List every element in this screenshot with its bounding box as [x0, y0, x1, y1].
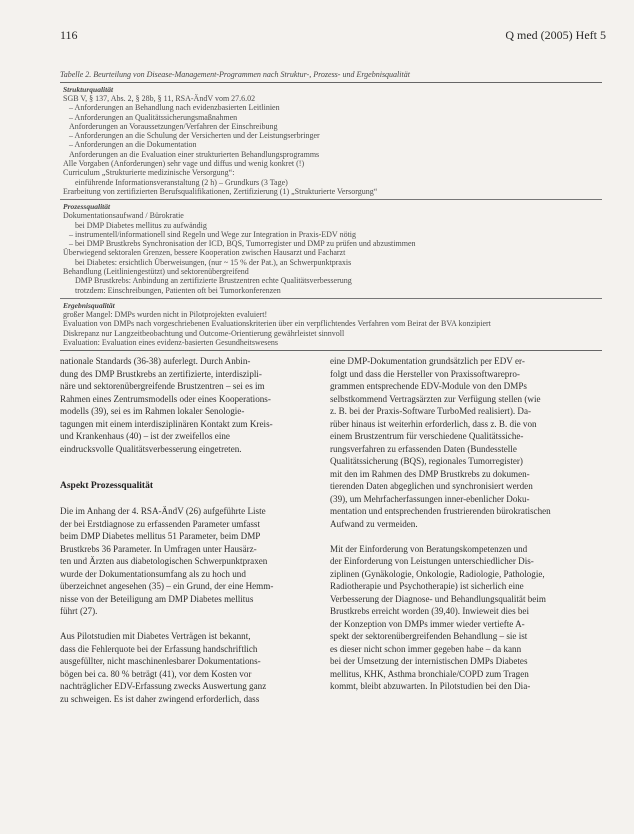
text-line: bögen bei ca. 80 % beträgt (41), vor dem Kosten vor [60, 668, 252, 679]
table-line: Erarbeitung von zertifizierten Berufsqualifikationen, Zertifizierung (1) „Strukturierte Versorgung“ [63, 186, 378, 196]
text-line: tagungen mit einem interdisziplinären Kontakt zum Kreis- [60, 418, 273, 429]
text-line: führt (27). [60, 606, 98, 616]
text-line: Aus Pilotstudien mit Diabetes Verträgen ist bekannt, [60, 631, 251, 641]
text-line: der bei Erstdiagnose zu erfassenden Parameter umfasst [60, 518, 260, 529]
text-line: Aufwand zu vermeiden. [330, 518, 418, 529]
text-line: eindrucksvolle Qualitätsverbesserung eingetreten. [60, 443, 242, 454]
text-line: bei der Umsetzung der internistischen DMPs Diabetes [330, 656, 528, 666]
table-section-heading: Prozessqualität [63, 202, 111, 212]
table-line: einführende Informationsveranstaltung (2 h) – Grundkurs (3 Tage) [75, 177, 288, 187]
paragraph-gap [60, 468, 318, 481]
table-line: – Anforderungen an Qualitätssicherungsmaßnahmen [69, 112, 238, 122]
table-line: DMP Brustkrebs: Anbindung an zertifizierte Brustzentren echte Qualitätsverbesserung [75, 276, 352, 286]
text-line: überzeichnet angesehen (35) – ein Grund, der eine Hemm- [60, 581, 274, 591]
text-line: nationale Standards (36-38) auferlegt. Durch Anbin- [60, 356, 251, 366]
text-line: Die im Anhang der 4. RSA-ÄndV (26) aufgeführte Liste [60, 506, 266, 516]
text-line: kommt, bleibt abzuwarten. In Pilotstudien bei den Dia- [330, 681, 531, 691]
text-line: folgt und dass die Hersteller von Praxissoftwarepro- [330, 368, 520, 379]
journal-reference: Q med (2005) Heft 5 [505, 28, 606, 42]
text-line: wurde der Dokumentationsumfang als zu hoch und [60, 568, 246, 579]
text-line: Brustkrebs 36 Parameter. In Umfragen unter Hausärz- [60, 543, 257, 554]
table-line: – Anforderungen an die Schulung der Versicherten und der Leistungserbringer [69, 131, 320, 141]
table-line: bei DMP Diabetes mellitus zu aufwändig [75, 220, 207, 230]
text-line: Mit der Einforderung von Beratungskompetenzen und [330, 543, 528, 554]
text-line: Qualitätssicherung (BQS), regionales Tumorregister) [330, 456, 523, 466]
text-line: zu schweigen. Es ist daher zwingend erforderlich, dass [60, 693, 260, 704]
text-line: Rahmen eines Zentrumsmodells oder eines Kooperations- [60, 393, 271, 404]
table-line: – Anforderungen an Behandlung nach evidenzbasierten Leitlinien [69, 103, 280, 113]
text-line: der Einforderung von Leistungen unterschiedlicher Dis- [330, 556, 534, 566]
text-line: einem Brustzentrum für verschiedene Qualitätssiche- [330, 431, 524, 441]
text-line: es dieser nicht schon immer gegeben habe – da kann [330, 643, 522, 654]
table-line: trotzdem: Einschreibungen, Patienten oft bei Tumorkonferenzen [75, 285, 281, 295]
text-line: grammen entsprechende EDV-Module von den DMPs [330, 381, 527, 391]
table-line: Überwiegend sektoralen Grenzen, bessere Kooperation zwischen Hausarzt und Facharzt [63, 248, 346, 258]
assessment-table [60, 82, 602, 351]
table-line: – bei DMP Brustkrebs Synchronisation der ICD, BQS, Tumorregister und DMP zu prüfen und abzustimmen [69, 239, 416, 249]
text-line: mentation und entsprechenden frustrierenden bürokratischen [330, 506, 551, 516]
paragraph-gap [60, 618, 318, 631]
table-line: – instrumentell/informationell sind Regeln und Wege zur Integration in Praxis-EDV nötig [69, 229, 357, 239]
text-line: nisse von der Beteiligung am DMP Diabetes mellitus [60, 593, 254, 604]
table-line: Evaluation: Evaluation eines evidenz-basierten Gesundheitswesens [63, 337, 279, 347]
text-line: der Konzeption von DMPs immer wieder vertiefte A- [330, 618, 525, 629]
text-line: Radiotherapie und Psychotherapie) ist sicherlich eine [330, 581, 524, 591]
table-line: Evaluation von DMPs nach vorgeschriebenen Evaluationskriterien über ein verpflichtendes Verfahren vom Beirat der BVA konzipiert [63, 319, 491, 329]
table-line: Diskrepanz nur Langzeitbeobachtung und Outcome-Orientierung gewährleistet sinnvoll [63, 328, 345, 338]
text-line: z. B. bei der Praxis-Software TurboMed realisiert). Da- [330, 406, 532, 416]
text-line: und Krankenhaus (40) – ist der zweifellos eine [60, 431, 230, 441]
text-line: dung des DMP Brustkrebs an zertifizierte, interdiszipli- [60, 368, 262, 379]
text-line: ausgefüllter, nicht maschinenlesbarer Dokumentations- [60, 656, 261, 666]
text-line: beim DMP Diabetes mellitus 51 Parameter, beim DMP [60, 531, 261, 541]
table-caption: Tabelle 2. Beurteilung von Disease-Management-Programmen nach Struktur-, Prozess- und Ergebnisqualität [60, 70, 410, 79]
text-line: näre und sektorenübergreifende Brustzentren – sei es im [60, 381, 265, 391]
text-line: ten und Ärzten aus diabetologischen Schwerpunktpraxen [60, 556, 268, 566]
table-line: Anforderungen an die Evaluation einer strukturierten Behandlungsprogramms [69, 149, 320, 159]
text-line: tierenden Daten abgeglichen und synchronisiert werden [330, 481, 533, 491]
left-column [60, 355, 318, 705]
text-line: mit den im Rahmen des DMP Brustkrebs zu dokumen- [330, 468, 530, 479]
text-line: Verbesserung der Diagnose- und Behandlungsqualität beim [330, 593, 546, 604]
table-line: Behandlung (Leitliniengestützt) und sektorenübergreifend [63, 267, 249, 277]
table-section-heading: Ergebnisqualität [63, 300, 115, 310]
table-section [60, 298, 602, 350]
section-heading: Aspekt Prozessqualität [60, 481, 153, 491]
table-line: Anforderungen an Voraussetzungen/Verfahren der Einschreibung [69, 121, 278, 131]
paragraph-gap [60, 455, 318, 468]
table-line: Curriculum „Strukturierte medizinische Versorgung“: [63, 168, 235, 178]
table-section-heading: Strukturqualität [63, 85, 114, 94]
text-line: ziplinen (Gynäkologie, Onkologie, Radiologie, Pathologie, [330, 568, 545, 579]
text-line: spekt der sektorenübergreifenden Behandlung – sie ist [330, 631, 528, 641]
paragraph-gap [60, 493, 318, 506]
text-line: modells (39), sei es im Rahmen lokaler Senologie- [60, 406, 245, 416]
text-line: mellitus, KHK, Asthma bronchiale/COPD zum Tragen [330, 668, 529, 679]
table-line: bei Diabetes: ersichtlich Überweisungen, (nur ~ 15 % der Pat.), an Schwerpunktpraxis [75, 257, 352, 267]
paragraph-gap [330, 530, 588, 543]
text-line: dass die Fehlerquote bei der Erfassung handschriftlich [60, 643, 258, 654]
text-line: selbstkommend Vertragsärzten zur Verfügung stellen (wie [330, 393, 541, 404]
text-line: Brustkrebs erreicht worden (39,40). Inwieweit dies bei [330, 606, 529, 616]
table-line: – Anforderungen an die Dokumentation [69, 140, 197, 150]
text-line: nachträglicher EDV-Erfassung zwecks Auswertung ganz [60, 681, 267, 691]
text-line: rungsverfahren zu erfassenden Daten (Bundesstelle [330, 443, 517, 454]
table-line: Dokumentationsaufwand / Bürokratie [63, 211, 184, 221]
table-line: großer Mangel: DMPs wurden nicht in Pilotprojekten evaluiert! [63, 309, 268, 319]
table-section [60, 199, 602, 298]
table-line: SGB V, § 137, Abs. 2, § 28b, § 11, RSA-ÄndV vom 27.6.02 [63, 94, 256, 103]
table-line: Alle Vorgaben (Anforderungen) sehr vage und diffus und wenig konkret (!) [63, 159, 305, 169]
text-line: eine DMP-Dokumentation grundsätzlich per EDV er- [330, 356, 525, 366]
right-column [330, 355, 588, 693]
table-section [60, 83, 602, 199]
text-line: rüber hinaus ist weiterhin erforderlich, dass z. B. die von [330, 418, 537, 429]
page-number: 116 [60, 28, 78, 42]
text-line: (39), um Mehrfacherfassungen inner-ebenlicher Doku- [330, 493, 530, 504]
page-header [60, 28, 606, 42]
